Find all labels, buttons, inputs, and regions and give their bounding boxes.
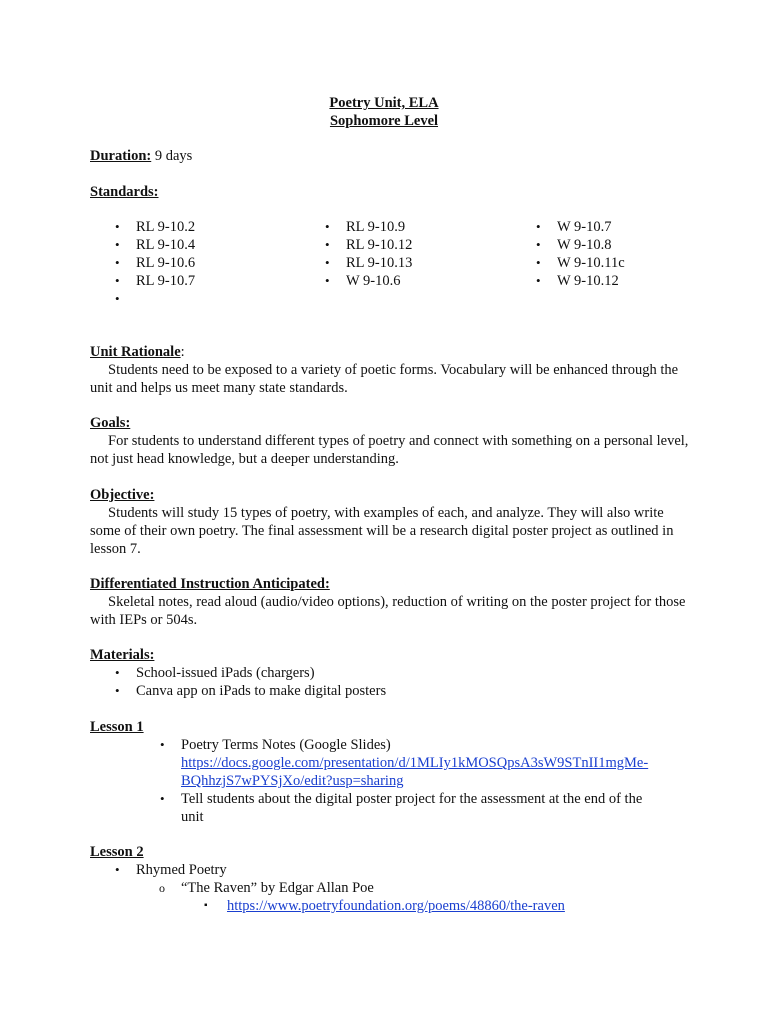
rationale-colon: : bbox=[180, 344, 185, 360]
document-title bbox=[0, 94, 768, 112]
lesson1-slides-link[interactable]: https://docs.google.com/presentation/d/1MLIy1kMOSQpsA3sW9STnII1mgMe- bbox=[181, 755, 649, 771]
standard-item: RL 9-10.4 bbox=[136, 237, 196, 253]
lesson2-heading: Lesson 2 bbox=[90, 844, 144, 860]
duration-label: Duration: bbox=[90, 148, 152, 164]
subtitle-text: Sophomore Level bbox=[329, 113, 439, 129]
goals-text: For students to understand different types of poetry and connect with something on a personal level, not just head knowledge, but a deeper understanding. bbox=[90, 433, 689, 467]
objective-text: Students will study 15 types of poetry, with examples of each, and analyze. They will also write some of their own poetry. The final assessment will be a research digital poster project as outlined in lesson 7. bbox=[90, 505, 674, 557]
lesson1-item-slides: Poetry Terms Notes (Google Slides) bbox=[181, 737, 391, 753]
standard-item: W 9-10.7 bbox=[557, 219, 612, 235]
sub-bullet-icon: o bbox=[159, 881, 165, 895]
rationale-text: Students need to be exposed to a variety of poetic forms. Vocabulary will be enhanced through the unit and helps us meet many state standards. bbox=[90, 362, 679, 396]
standard-item: W 9-10.12 bbox=[557, 273, 619, 289]
bullet-icon: • bbox=[115, 237, 120, 252]
standard-item: RL 9-10.7 bbox=[136, 273, 196, 289]
bullet-icon: • bbox=[160, 791, 165, 806]
lesson2-raven-link[interactable]: https://www.poetryfoundation.org/poems/48860/the-raven bbox=[227, 898, 565, 914]
bullet-icon: • bbox=[325, 237, 330, 252]
bullet-icon: • bbox=[325, 219, 330, 234]
bullet-icon: • bbox=[536, 255, 541, 270]
bullet-icon: • bbox=[536, 273, 541, 288]
square-bullet-icon: ▪ bbox=[204, 900, 208, 911]
bullet-icon: • bbox=[115, 291, 120, 306]
standard-item: RL 9-10.13 bbox=[346, 255, 413, 271]
lesson2-sub-raven: “The Raven” by Edgar Allan Poe bbox=[181, 880, 374, 896]
bullet-icon: • bbox=[536, 237, 541, 252]
standard-item: W 9-10.11c bbox=[557, 255, 625, 271]
standard-item: RL 9-10.6 bbox=[136, 255, 196, 271]
title-text: Poetry Unit, ELA bbox=[329, 95, 439, 111]
bullet-icon: • bbox=[115, 273, 120, 288]
objective-heading: Objective: bbox=[90, 487, 155, 503]
differentiated-heading: Differentiated Instruction Anticipated: bbox=[90, 576, 330, 592]
materials-heading: Materials: bbox=[90, 647, 155, 663]
differentiated-text: Skeletal notes, read aloud (audio/video options), reduction of writing on the poster project for those with IEPs or 504s. bbox=[90, 594, 686, 628]
rationale-heading bbox=[90, 343, 185, 361]
standard-item: RL 9-10.2 bbox=[136, 219, 196, 235]
materials-item: Canva app on iPads to make digital posters bbox=[136, 683, 387, 699]
bullet-icon: • bbox=[325, 273, 330, 288]
bullet-icon: • bbox=[115, 862, 120, 877]
lesson1-item-poster: Tell students about the digital poster project for the assessment at the end of the bbox=[181, 791, 643, 807]
document-subtitle bbox=[0, 112, 768, 130]
lesson1-item-poster-cont: unit bbox=[181, 809, 204, 825]
materials-item: School-issued iPads (chargers) bbox=[136, 665, 315, 681]
goals-heading: Goals: bbox=[90, 415, 131, 431]
lesson1-slides-link-cont[interactable]: BQhhzjS7wPYSjXo/edit?usp=sharing bbox=[181, 773, 404, 789]
bullet-icon: • bbox=[115, 255, 120, 270]
standard-item: RL 9-10.9 bbox=[346, 219, 406, 235]
bullet-icon: • bbox=[536, 219, 541, 234]
standards-heading: Standards: bbox=[90, 184, 159, 200]
bullet-icon: • bbox=[160, 737, 165, 752]
lesson1-heading: Lesson 1 bbox=[90, 719, 144, 735]
bullet-icon: • bbox=[115, 683, 120, 698]
standard-item: W 9-10.8 bbox=[557, 237, 612, 253]
bullet-icon: • bbox=[115, 219, 120, 234]
standard-item: W 9-10.6 bbox=[346, 273, 401, 289]
bullet-icon: • bbox=[115, 665, 120, 680]
duration-value: 9 days bbox=[154, 148, 193, 164]
standard-item: RL 9-10.12 bbox=[346, 237, 413, 253]
rationale-heading-text: Unit Rationale bbox=[90, 344, 181, 360]
lesson2-item-rhymed: Rhymed Poetry bbox=[136, 862, 227, 878]
duration-line bbox=[90, 147, 192, 165]
bullet-icon: • bbox=[325, 255, 330, 270]
